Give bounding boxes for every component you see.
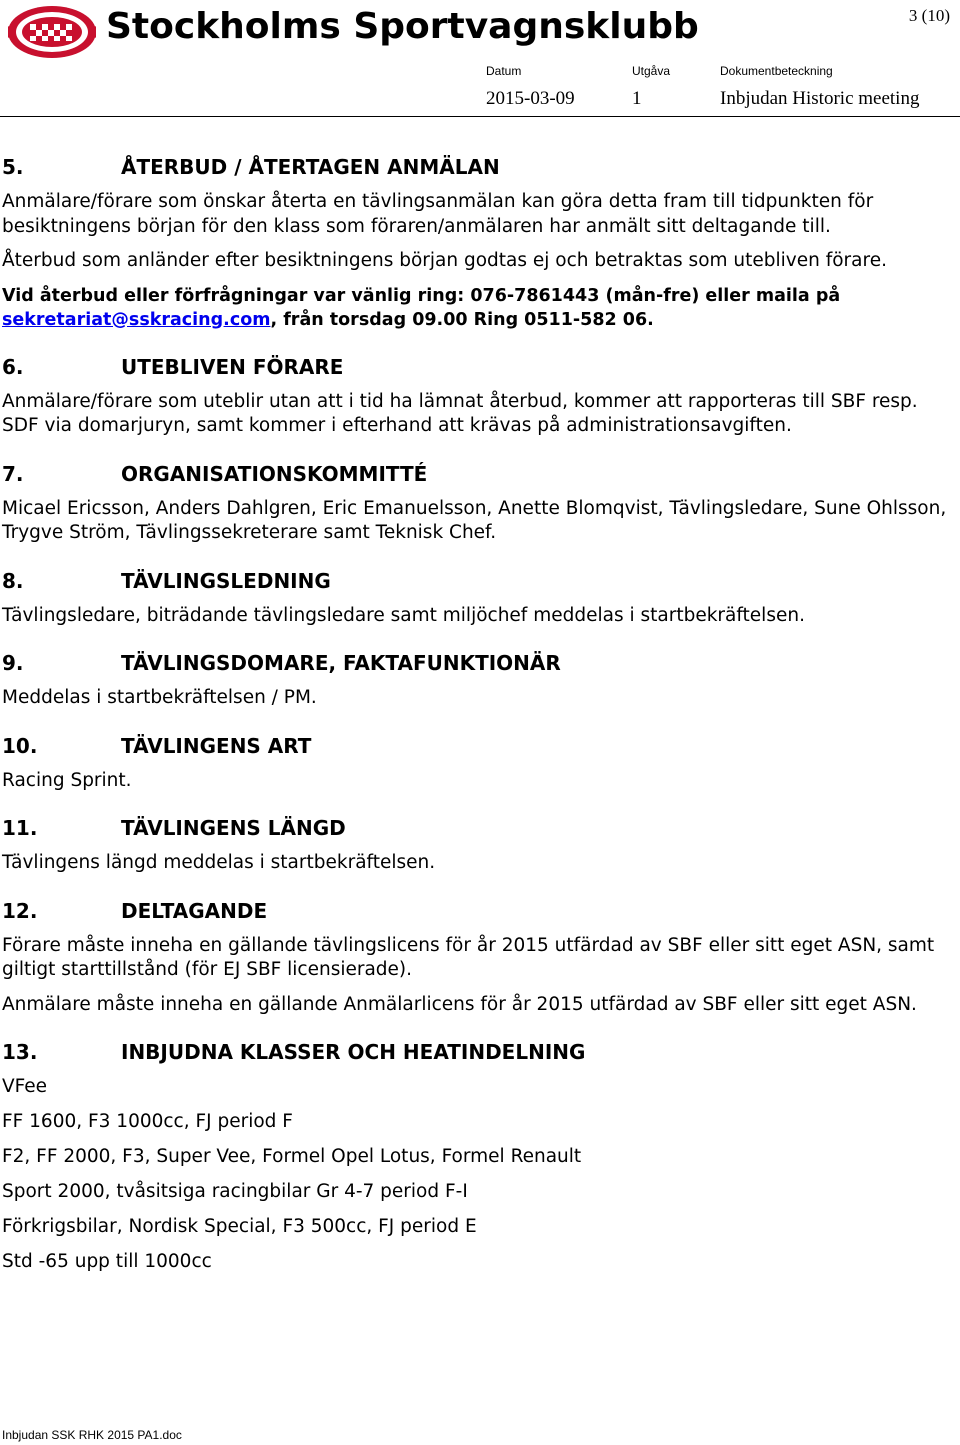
paragraph: Anmälare/förare som uteblir utan att i tid ha lämnat återbud, kommer att rapporteras till SBF resp. SDF via domarjuryn, samt kommer i efterhand att krävas på administrationsavgiften. — [2, 390, 918, 436]
section-title: TÄVLINGENS LÄNGD — [121, 816, 346, 840]
section-title: UTEBLIVEN FÖRARE — [121, 354, 344, 379]
email-link[interactable]: sekretariat@sskracing.com — [2, 309, 271, 330]
section-5 — [2, 154, 952, 332]
section-heading — [2, 815, 952, 841]
section-10 — [2, 733, 952, 794]
section-heading — [2, 1039, 952, 1065]
class-item: FF 1600, F3 1000cc, FJ period F — [2, 1111, 293, 1132]
paragraph: Anmälare måste inneha en gällande Anmälarlicens för år 2015 utfärdad av SBF eller sitt eget ASN. — [2, 993, 917, 1015]
section-heading — [2, 568, 952, 594]
class-item: VFee — [2, 1076, 48, 1097]
footer-filename: Inbjudan SSK RHK 2015 PA1.doc — [2, 1428, 182, 1442]
club-logo — [6, 4, 98, 60]
paragraph: Micael Ericsson, Anders Dahlgren, Eric Emanuelsson, Anette Blomqvist, Tävlingsledare, Sune Ohlsson, Trygve Ström, Tävlingssekreterare samt Teknisk Chef. — [2, 497, 947, 543]
class-item: Sport 2000, tvåsitsiga racingbilar Gr 4-7 period F-I — [2, 1181, 468, 1202]
section-number: 13. — [2, 1040, 38, 1064]
date-value: 2015-03-09 — [486, 88, 575, 109]
section-number: 6. — [2, 354, 24, 379]
issue-value: 1 — [632, 88, 642, 109]
paragraph: Anmälare/förare som önskar återta en tävlingsanmälan kan göra detta fram till tidpunkten för besiktningens början för den klass som föraren/anmälaren har anmält sitt deltagande till. — [2, 191, 874, 237]
section-number: 7. — [2, 461, 24, 486]
doc-label: Dokumentbeteckning — [720, 64, 833, 78]
section-13 — [2, 1039, 952, 1274]
paragraph: Förare måste inneha en gällande tävlingslicens för år 2015 utfärdad av SBF eller sitt eget ASN, samt giltigt starttillstånd (för EJ SBF licensierade). — [2, 934, 935, 980]
contact-paragraph — [2, 284, 952, 332]
section-8 — [2, 568, 952, 629]
paragraph: Meddelas i startbekräftelsen / PM. — [2, 687, 317, 708]
document-header — [0, 0, 960, 118]
section-number: 11. — [2, 816, 38, 840]
section-title: TÄVLINGENS ART — [121, 733, 312, 758]
paragraph: Racing Sprint. — [2, 769, 132, 791]
section-number: 12. — [2, 898, 38, 923]
section-6 — [2, 354, 952, 439]
date-label: Datum — [486, 64, 522, 78]
section-heading — [2, 154, 952, 180]
class-item: F2, FF 2000, F3, Super Vee, Formel Opel Lotus, Formel Renault — [2, 1146, 582, 1167]
page-number: 3 (10) — [908, 6, 950, 25]
section-7 — [2, 461, 952, 546]
class-item: Std -65 upp till 1000cc — [2, 1251, 212, 1272]
section-heading — [2, 898, 952, 924]
paragraph: Tävlingsledare, biträdande tävlingsledare samt miljöchef meddelas i startbekräftelsen. — [2, 604, 805, 626]
class-item: Förkrigsbilar, Nordisk Special, F3 500cc, FJ period E — [2, 1216, 477, 1237]
section-title: DELTAGANDE — [121, 898, 268, 923]
contact-text: Vid återbud eller förfrågningar var vänlig ring: 076-7861443 (mån-fre) eller maila på — [2, 285, 841, 306]
section-heading — [2, 461, 952, 487]
contact-suffix: , från torsdag 09.00 Ring 0511-582 06. — [270, 309, 654, 330]
org-title: Stockholms Sportvagnsklubb — [106, 6, 699, 47]
section-number: 8. — [2, 568, 24, 593]
section-title: INBJUDNA KLASSER OCH HEATINDELNING — [121, 1040, 586, 1064]
section-title: ORGANISATIONSKOMMITTÉ — [121, 461, 428, 486]
section-number: 9. — [2, 651, 24, 675]
section-number: 10. — [2, 733, 38, 758]
section-title: ÅTERBUD / ÅTERTAGEN ANMÄLAN — [121, 155, 500, 179]
section-heading — [2, 354, 952, 380]
paragraph: Tävlingens längd meddelas i startbekräftelsen. — [2, 852, 436, 873]
document-body — [2, 154, 952, 1285]
header-divider — [0, 116, 960, 117]
paragraph: Återbud som anländer efter besiktningens början godtas ej och betraktas som utebliven förare. — [2, 250, 887, 271]
section-11 — [2, 815, 952, 876]
section-heading — [2, 733, 952, 759]
section-title: TÄVLINGSDOMARE, FAKTAFUNKTIONÄR — [121, 651, 561, 675]
doc-value: Inbjudan Historic meeting — [720, 88, 920, 109]
section-heading — [2, 650, 952, 676]
section-title: TÄVLINGSLEDNING — [121, 568, 331, 593]
section-12 — [2, 898, 952, 1018]
issue-label: Utgåva — [632, 64, 671, 78]
section-9 — [2, 650, 952, 711]
section-number: 5. — [2, 155, 24, 179]
